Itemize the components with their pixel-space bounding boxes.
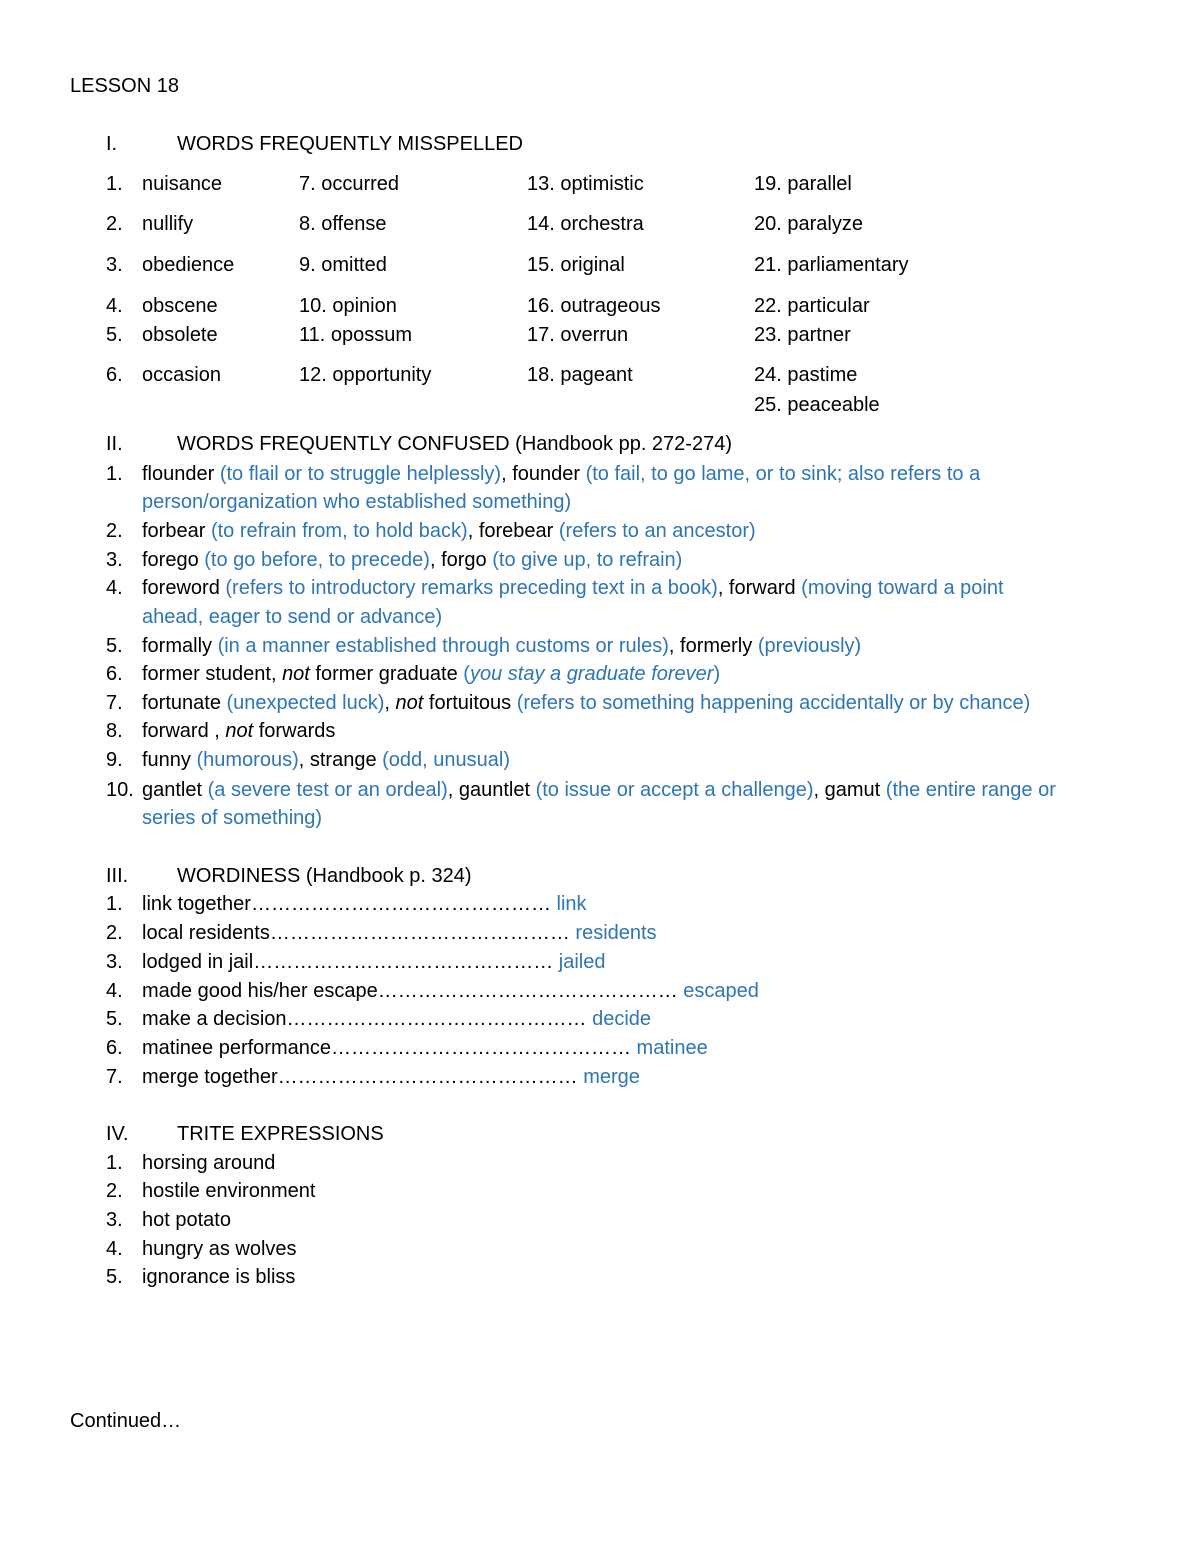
misspelled-word: 21. parliamentary bbox=[754, 254, 909, 276]
trite-expression: hostile environment bbox=[142, 1180, 316, 1202]
misspelled-word: nullify bbox=[142, 213, 194, 235]
term-text: fortunate bbox=[142, 692, 227, 714]
wordy-phrase: lodged in jail bbox=[142, 951, 254, 973]
list-item bbox=[106, 662, 720, 686]
misspelled-word: 14. orchestra bbox=[527, 213, 644, 235]
definition-text: ahead, eager to send or advance) bbox=[142, 606, 443, 628]
list-item bbox=[106, 1237, 297, 1261]
definition-text: (refers to an ancestor) bbox=[558, 520, 756, 542]
definition-text: (the entire range or bbox=[885, 779, 1056, 801]
list-number: 5. bbox=[106, 324, 123, 346]
list-item bbox=[106, 979, 759, 1003]
misspelled-word: 12. opportunity bbox=[299, 364, 432, 386]
continued-note: Continued… bbox=[70, 1410, 182, 1432]
wordy-phrase: matinee performance bbox=[142, 1037, 331, 1059]
term-text: fortuitous bbox=[423, 692, 517, 714]
misspelled-word: 23. partner bbox=[754, 324, 851, 346]
list-item-continuation bbox=[142, 806, 322, 830]
concise-answer: escaped bbox=[683, 980, 759, 1002]
trite-expression: hungry as wolves bbox=[142, 1238, 297, 1260]
definition-text: (previously) bbox=[757, 635, 862, 657]
definition-text: ) bbox=[713, 663, 721, 685]
misspelled-word: 9. omitted bbox=[299, 254, 387, 276]
section-1-title: WORDS FREQUENTLY MISSPELLED bbox=[177, 133, 523, 155]
definition-text: (to give up, to refrain) bbox=[492, 549, 683, 571]
concise-answer: matinee bbox=[636, 1037, 708, 1059]
misspelled-word: 13. optimistic bbox=[527, 173, 644, 195]
misspelled-word: 15. original bbox=[527, 254, 625, 276]
misspelled-word: 11. opossum bbox=[299, 324, 413, 346]
section-3-title: WORDINESS (Handbook p. 324) bbox=[177, 865, 472, 887]
definition-text: (to issue or accept a challenge) bbox=[535, 779, 814, 801]
term-text: funny bbox=[142, 749, 197, 771]
concise-answer: link bbox=[556, 893, 587, 915]
list-item bbox=[106, 748, 510, 772]
list-number: 4. bbox=[106, 577, 123, 599]
list-number: 5. bbox=[106, 1008, 123, 1030]
list-item bbox=[106, 778, 1056, 802]
concise-answer: jailed bbox=[558, 951, 606, 973]
list-item bbox=[106, 719, 335, 743]
list-item bbox=[106, 462, 980, 486]
misspelled-word: 19. parallel bbox=[754, 173, 852, 195]
wordy-phrase: local residents bbox=[142, 922, 270, 944]
list-number: 3. bbox=[106, 549, 123, 571]
list-item bbox=[106, 1065, 640, 1089]
list-number: 3. bbox=[106, 254, 123, 276]
list-number: 3. bbox=[106, 1209, 123, 1231]
list-number: 5. bbox=[106, 1266, 123, 1288]
term-text: , gauntlet bbox=[447, 779, 536, 801]
misspelled-word: 24. pastime bbox=[754, 364, 858, 386]
list-item bbox=[106, 1007, 651, 1031]
term-text: forwards bbox=[253, 720, 336, 742]
list-number: 7. bbox=[106, 1066, 123, 1088]
term-text: , strange bbox=[298, 749, 383, 771]
list-number: 1. bbox=[106, 1152, 123, 1174]
term-text: former graduate bbox=[309, 663, 464, 685]
term-text: , gamut bbox=[813, 779, 886, 801]
misspelled-word: 16. outrageous bbox=[527, 295, 661, 317]
list-number: 1. bbox=[106, 463, 123, 485]
term-text: forego bbox=[142, 549, 205, 571]
section-2-title: WORDS FREQUENTLY CONFUSED (Handbook pp. 272-274) bbox=[177, 433, 732, 455]
list-item bbox=[106, 576, 1004, 600]
wordy-phrase: link together bbox=[142, 893, 251, 915]
term-text: , founder bbox=[501, 463, 586, 485]
list-number: 2. bbox=[106, 213, 123, 235]
wordy-phrase: made good his/her escape bbox=[142, 980, 378, 1002]
term-text: foreword bbox=[142, 577, 226, 599]
misspelled-word: occasion bbox=[142, 364, 221, 386]
definition-text: ( bbox=[463, 663, 470, 685]
lesson-title: LESSON 18 bbox=[70, 75, 179, 97]
list-item bbox=[106, 1179, 315, 1203]
list-number: 6. bbox=[106, 1037, 123, 1059]
concise-answer: merge bbox=[583, 1066, 640, 1088]
wordy-phrase: merge together bbox=[142, 1066, 278, 1088]
section-3-number: III. bbox=[106, 865, 129, 887]
term-text: forward , bbox=[142, 720, 226, 742]
term-text: flounder bbox=[142, 463, 220, 485]
list-number: 3. bbox=[106, 951, 123, 973]
definition-text: (refers to introductory remarks preceding text in a book) bbox=[225, 577, 718, 599]
list-number: 4. bbox=[106, 980, 123, 1002]
list-number: 9. bbox=[106, 749, 123, 771]
term-text: , forward bbox=[717, 577, 802, 599]
list-number: 1. bbox=[106, 893, 123, 915]
list-number: 2. bbox=[106, 1180, 123, 1202]
list-item bbox=[106, 1036, 708, 1060]
dot-leader: ……………………………………… bbox=[253, 951, 554, 973]
list-number: 7. bbox=[106, 692, 123, 714]
list-item bbox=[106, 691, 1030, 715]
misspelled-word: 20. paralyze bbox=[754, 213, 863, 235]
dot-leader: ……………………………………… bbox=[250, 893, 551, 915]
misspelled-word: 8. offense bbox=[299, 213, 387, 235]
list-item-continuation bbox=[142, 490, 571, 514]
concise-answer: decide bbox=[592, 1008, 652, 1030]
definition-text: (in a manner established through customs or rules) bbox=[217, 635, 669, 657]
definition-text: (refers to something happening accidentally or by chance) bbox=[516, 692, 1031, 714]
list-number: 2. bbox=[106, 922, 123, 944]
misspelled-word: 25. peaceable bbox=[754, 394, 880, 416]
list-item bbox=[106, 921, 657, 945]
trite-expression: hot potato bbox=[142, 1209, 231, 1231]
term-text: former student, bbox=[142, 663, 283, 685]
definition-text: (to refrain from, to hold back) bbox=[210, 520, 468, 542]
list-item bbox=[106, 1151, 275, 1175]
trite-expression: horsing around bbox=[142, 1152, 276, 1174]
definition-text: series of something) bbox=[142, 807, 323, 829]
list-item bbox=[106, 1265, 295, 1289]
term-text: not bbox=[225, 720, 254, 742]
list-item bbox=[106, 892, 587, 916]
definition-text: (to go before, to precede) bbox=[204, 549, 430, 571]
term-text: , formerly bbox=[668, 635, 758, 657]
misspelled-word: 22. particular bbox=[754, 295, 870, 317]
definition-text: (unexpected luck) bbox=[226, 692, 385, 714]
dot-leader: ……………………………………… bbox=[330, 1037, 631, 1059]
definition-text: person/organization who established something) bbox=[142, 491, 572, 513]
list-number: 5. bbox=[106, 635, 123, 657]
definition-text: (to fail, to go lame, or to sink; also refers to a bbox=[585, 463, 981, 485]
section-2-number: II. bbox=[106, 433, 123, 455]
term-text: forbear bbox=[142, 520, 211, 542]
list-item bbox=[106, 634, 861, 658]
concise-answer: residents bbox=[575, 922, 657, 944]
list-item-continuation bbox=[142, 605, 442, 629]
list-number: 6. bbox=[106, 364, 123, 386]
term-text: gantlet bbox=[142, 779, 208, 801]
misspelled-word: 18. pageant bbox=[527, 364, 633, 386]
list-item bbox=[106, 519, 756, 543]
definition-text: (odd, unusual) bbox=[382, 749, 511, 771]
dot-leader: ……………………………………… bbox=[269, 922, 570, 944]
misspelled-word: obedience bbox=[142, 254, 235, 276]
misspelled-word: obscene bbox=[142, 295, 218, 317]
misspelled-word: 7. occurred bbox=[299, 173, 400, 195]
misspelled-word: obsolete bbox=[142, 324, 218, 346]
list-item bbox=[106, 950, 605, 974]
dot-leader: ……………………………………… bbox=[286, 1008, 587, 1030]
list-number: 1. bbox=[106, 173, 123, 195]
list-number: 4. bbox=[106, 295, 123, 317]
term-text: formally bbox=[142, 635, 218, 657]
list-number: 8. bbox=[106, 720, 123, 742]
section-4-number: IV. bbox=[106, 1123, 129, 1145]
trite-expression: ignorance is bliss bbox=[142, 1266, 296, 1288]
definition-text: (to flail or to struggle helplessly) bbox=[219, 463, 502, 485]
section-4-title: TRITE EXPRESSIONS bbox=[177, 1123, 384, 1145]
list-number: 10. bbox=[106, 779, 134, 801]
misspelled-word: 17. overrun bbox=[527, 324, 629, 346]
misspelled-word: nuisance bbox=[142, 173, 223, 195]
list-item bbox=[106, 548, 682, 572]
list-number: 2. bbox=[106, 520, 123, 542]
list-item bbox=[106, 1208, 231, 1232]
term-text: , bbox=[384, 692, 396, 714]
dot-leader: ……………………………………… bbox=[277, 1066, 578, 1088]
misspelled-word: 10. opinion bbox=[299, 295, 397, 317]
term-text: , forgo bbox=[429, 549, 493, 571]
dot-leader: ……………………………………… bbox=[377, 980, 678, 1002]
wordy-phrase: make a decision bbox=[142, 1008, 287, 1030]
term-text: not bbox=[282, 663, 310, 685]
definition-text: (a severe test or an ordeal) bbox=[207, 779, 448, 801]
list-number: 4. bbox=[106, 1238, 123, 1260]
definition-text: you stay a graduate forever bbox=[469, 663, 714, 685]
section-1-number: I. bbox=[106, 133, 118, 155]
term-text: , forebear bbox=[467, 520, 559, 542]
term-text: not bbox=[395, 692, 424, 714]
definition-text: (humorous) bbox=[196, 749, 299, 771]
definition-text: (moving toward a point bbox=[801, 577, 1004, 599]
list-number: 6. bbox=[106, 663, 123, 685]
